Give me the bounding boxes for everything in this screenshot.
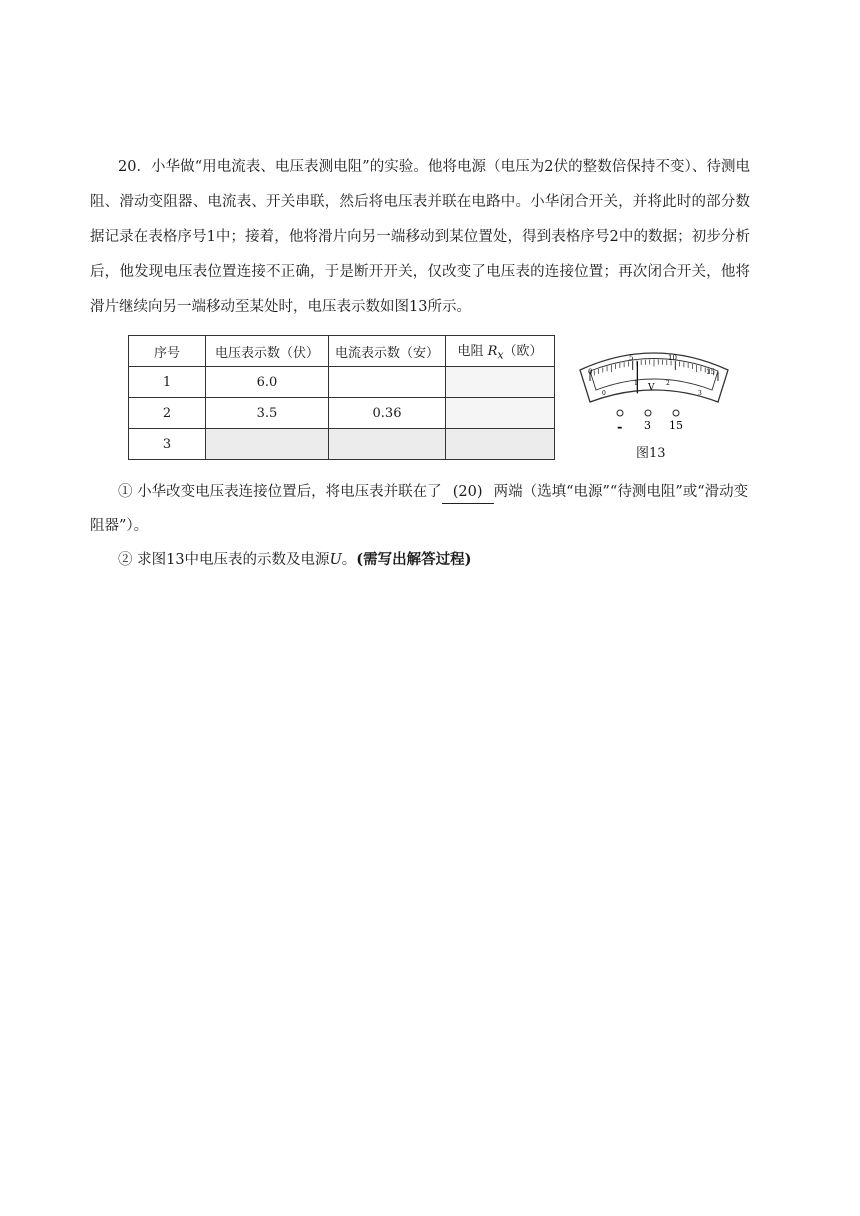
- header-index: 序号: [129, 336, 206, 367]
- table-row: [129, 429, 555, 460]
- cell-voltage: 6.0: [206, 367, 329, 398]
- terminal-label: -: [617, 420, 623, 435]
- cell-resistance: [446, 429, 555, 460]
- problem-statement: [90, 150, 750, 325]
- lower-scale-label: 1: [634, 380, 638, 387]
- cell-current: 0.36: [329, 398, 446, 429]
- lower-scale-label: 2: [666, 380, 670, 387]
- lower-scale-label: 0: [602, 390, 606, 397]
- data-table: [128, 335, 555, 460]
- cell-index: 1: [129, 367, 206, 398]
- question-2: ② 求图13中电压表的示数及电源U。(需写出解答过程): [118, 551, 472, 568]
- table-header-row: [129, 336, 555, 367]
- terminal-label: 15: [669, 419, 683, 432]
- cell-current: [329, 429, 446, 460]
- cell-index: 3: [129, 429, 206, 460]
- upper-scale-label: 10: [668, 354, 677, 362]
- figure-caption: 图13: [636, 446, 666, 461]
- upper-scale-label: 15: [706, 368, 715, 376]
- question-1: ① 小华改变电压表连接位置后，将电压表并联在了 (20) 两端（选填“电源”“待测电阻”或“滑动变阻器”）。: [90, 475, 750, 543]
- upper-scale-label: 0: [588, 368, 593, 376]
- terminal-3-icon: [645, 410, 651, 416]
- terminal-negative-icon: [617, 410, 623, 416]
- questions: [90, 475, 750, 577]
- cell-voltage: 3.5: [206, 398, 329, 429]
- table-row: [129, 398, 555, 429]
- header-current: 电流表示数（安）: [329, 336, 446, 367]
- header-voltage: 电压表示数（伏）: [206, 336, 329, 367]
- terminal-label: 3: [644, 419, 651, 432]
- table-row: [129, 367, 555, 398]
- cell-voltage: [206, 429, 329, 460]
- cell-index: 2: [129, 398, 206, 429]
- cell-resistance: [446, 367, 555, 398]
- header-resistance: 电阻 $R_x$（欧）: [446, 336, 555, 367]
- terminal-15-icon: [673, 410, 679, 416]
- lower-scale-label: 3: [698, 390, 702, 397]
- cell-resistance: [446, 398, 555, 429]
- answer-blank: (20): [442, 481, 494, 504]
- voltmeter-dial: [574, 338, 734, 438]
- meter-symbol: V: [648, 383, 655, 393]
- upper-scale-label: 5: [629, 354, 634, 362]
- cell-current: [329, 367, 446, 398]
- problem-text: 20．小华做“用电流表、电压表测电阻”的实验。他将电源（电压为2伏的整数倍保持不变）、待测电阻、滑动变阻器、电流表、开关串联，然后将电压表并联在电路中。小华闭合开关，并将此时的部分数据记录在表格序号1中；接着，他将滑片向另一端移动到某位置处，得到表格序号2中的数据；初步分析后，他发现电压表位置连接不正确，于是断开开关，仅改变了电压表的连接位置；再次闭合开关，他将滑片继续向另一端移动至某处时，电压表示数如图13所示。: [90, 159, 750, 315]
